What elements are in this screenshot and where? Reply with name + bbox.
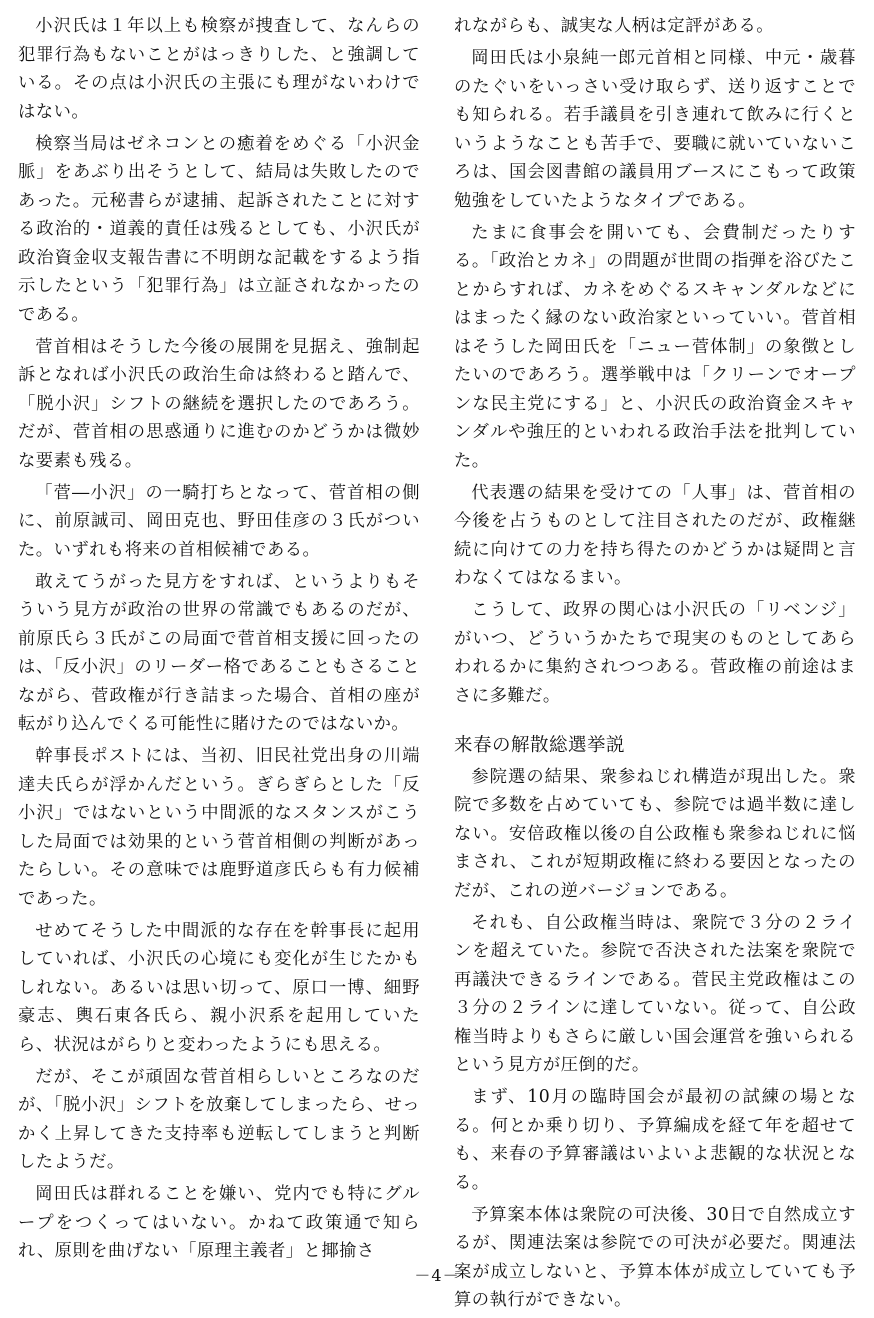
body-paragraph: まず、10月の臨時国会が最初の試練の場となる。何とか乗り切り、予算編成を経て年を超せても、来春の予算審議はいよいよ悲観的な状況となる。 [454, 1087, 856, 1193]
body-paragraph: たまに食事会を開いても、会費制だったりする。「政治とカネ」の問題が世間の指弾を浴びたことからすれば、カネをめぐるスキャンダルなどにはまったく縁のない政治家といっていい。菅首相はそうした岡田氏を「ニュー菅体制」の象徴としたいのであろう。選挙戦中は「クリーンでオープンな民主党にする」と、小沢氏の政治資金スキャンダルや強圧的といわれる政治手法を批判していた。 [454, 222, 856, 471]
right-column [454, 12, 856, 1318]
body-paragraph: だが、そこが頑固な菅首相らしいところなのだが、「脱小沢」シフトを放棄してしまったら、せっかく上昇してきた支持率も逆転してしまうと判断したようだ。 [18, 1066, 420, 1172]
body-paragraph: こうして、政界の関心は小沢氏の「リベンジ」がいつ、どういうかたちで現実のものとしてあらわれるかに集約されつつある。菅政権の前途はまさに多難だ。 [454, 600, 856, 706]
body-paragraph: 検察当局はゼネコンとの癒着をめぐる「小沢金脈」をあぶり出そうとして、結局は失敗したのであった。元秘書らが逮捕、起訴されたことに対する政治的・道義的責任は残るとしても、小沢氏が政治資金収支報告書に不明朗な記載をするよう指示したという「犯罪行為」は立証されなかったのである。 [18, 133, 420, 325]
body-paragraph: 代表選の結果を受けての「人事」は、菅首相の今後を占うものとして注目されたのだが、政権継続に向けての力を持ち得たのかどうかは疑問と言わなくてはなるまい。 [454, 482, 856, 588]
left-column [18, 12, 420, 1269]
body-paragraph: 予算案本体は衆院の可決後、30日で自然成立するが、関連法案は参院での可決が必要だ。関連法案が成立しないと、予算本体が成立していても予算の執行ができない。 [454, 1204, 856, 1310]
body-paragraph: 参院選の結果、衆参ねじれ構造が現出した。衆院で多数を占めていても、参院では過半数に達しない。安倍政権以後の自公政権も衆参ねじれに悩まされ、これが短期政権に終わる要因となったのだが、これの逆バージョンである。 [454, 766, 856, 901]
body-paragraph: 岡田氏は群れることを嫌い、党内でも特にグループをつくってはいない。かねて政策通で知られ、原則を曲げない「原理主義者」と揶揄さ [18, 1184, 420, 1261]
body-paragraph: せめてそうした中間派的な存在を幹事長に起用していれば、小沢氏の心境にも変化が生じたかもしれない。あるいは思い切って、原口一博、細野豪志、輿石東各氏ら、親小沢系を起用していたら、状況はがらりと変わったようにも思える。 [18, 920, 420, 1055]
section-heading: 来春の解散総選挙説 [454, 735, 626, 756]
body-paragraph: 菅首相はそうした今後の展開を見据え、強制起訴となれば小沢氏の政治生命は終わると踏んで、「脱小沢」シフトの継続を選択したのであろう。だが、菅首相の思惑通りに進むのかどうかは微妙な要素も残る。 [18, 336, 420, 471]
body-paragraph: 敢えてうがった見方をすれば、というよりもそういう見方が政治の世界の常識でもあるのだが、前原氏ら３氏がこの局面で菅首相支援に回ったのは、「反小沢」のリーダー格であることもさることながら、菅政権が行き詰まった場合、首相の座が転がり込んでくる可能性に賭けたのではないか。 [18, 571, 420, 734]
body-paragraph: 幹事長ポストには、当初、旧民社党出身の川端達夫氏らが浮かんだという。ぎらぎらとした「反小沢」ではないという中間派的なスタンスがこうした局面では効果的という菅首相側の判断があったらしい。その意味では鹿野道彦氏らも有力候補であった。 [18, 746, 420, 909]
body-paragraph: 「菅―小沢」の一騎打ちとなって、菅首相の側に、前原誠司、岡田克也、野田佳彦の３氏がついた。いずれも将来の首相候補である。 [18, 482, 420, 560]
body-paragraph: それも、自公政権当時は、衆院で３分の２ラインを超えていた。参院で否決された法案を衆院で再議決できるラインである。菅民主党政権はこの３分の２ラインに達していない。従って、自公政権当時よりもさらに厳しい国会運営を強いられるという見方が圧倒的だ。 [454, 912, 856, 1075]
body-paragraph: 岡田氏は小泉純一郎元首相と同様、中元・歳暮のたぐいをいっさい受け取らず、送り返すことでも知られる。若手議員を引き連れて飲みに行くというようなことも苦手で、要職に就いていないころは、国会図書館の議員用ブースにこもって政策勉強をしていたようなタイプである。 [454, 48, 856, 211]
page-number: －4－ [414, 1266, 460, 1285]
continued-paragraph: れながらも、誠実な人柄は定評がある。 [454, 16, 775, 36]
body-paragraph: 小沢氏は１年以上も検察が捜査して、なんらの犯罪行為もないことがはっきりした、と強調している。その点は小沢氏の主張にも理がないわけではない。 [18, 16, 420, 122]
